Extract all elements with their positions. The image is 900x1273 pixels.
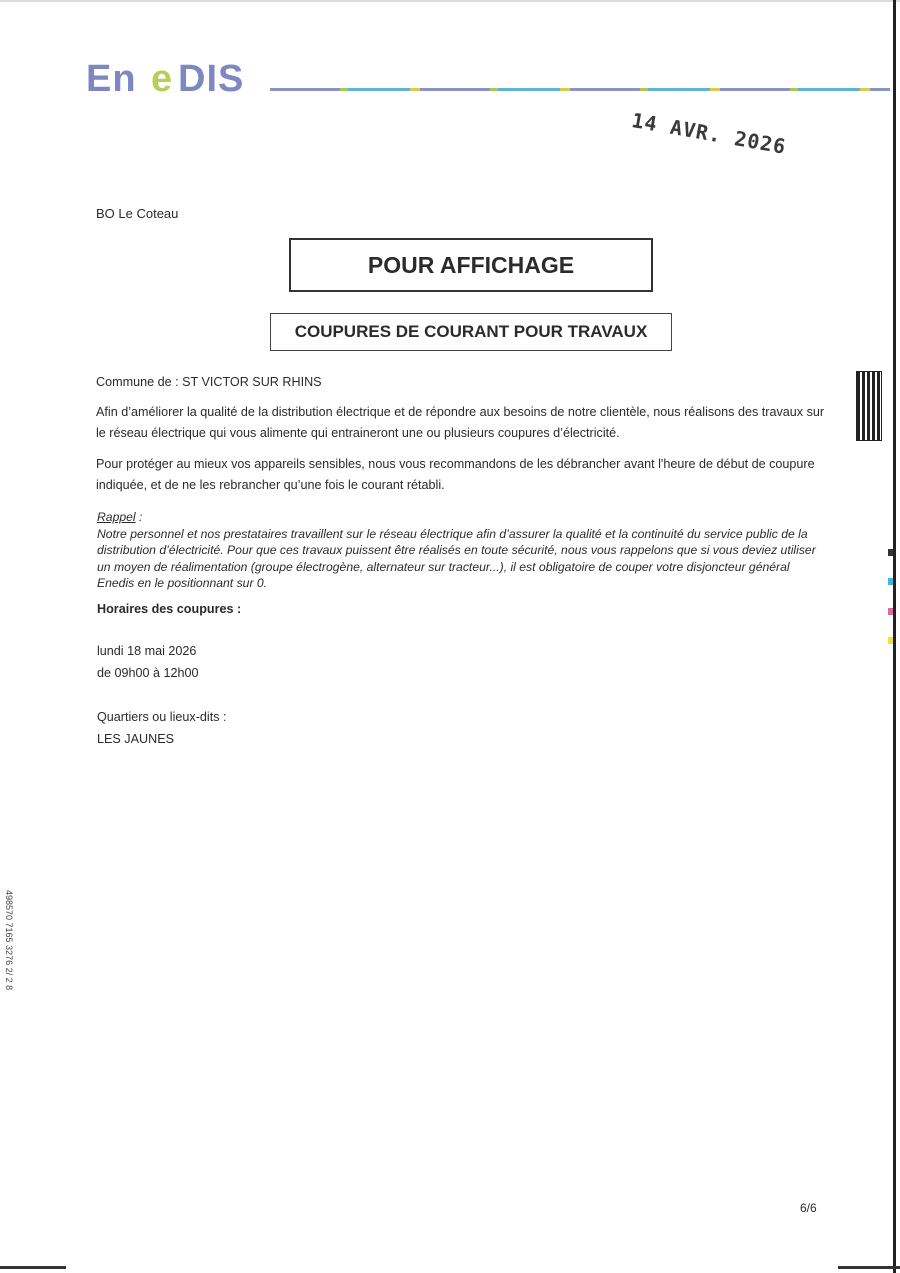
svg-text:En: En [86,58,137,98]
advice-paragraph: Pour protéger au mieux vos appareils sensibles, nous vous recommandons de les débrancher avant l'heure de début de coupure indiquée, et de ne les rebrancher qu’une fois le courant rétabli. [96,457,815,492]
schedule-title: Horaires des coupures : [97,602,242,616]
enedis-logo [86,58,258,98]
rappel-text: Notre personnel et nos prestataires travaillent sur le réseau électrique afin d’assurer la qualité et la continuité du service public de la distribution d’électricité. Pour que ces travaux puissent être réalisés en toute sécurité, nous vous rappelons que si vous deviez utiliser un moyen de réalimentation (groupe électrogène, alternateur sur tracteur...), il est obligatoire de couper votre disjoncteur général Enedis en le positionnant sur 0. [97,526,816,590]
header-rule [270,88,890,91]
commune-line: Commune de : ST VICTOR SUR RHINS [96,375,322,389]
rappel-colon: : [135,510,143,524]
svg-text:e: e [151,58,173,98]
bottom-edge-right [838,1266,900,1269]
bottom-edge-left [0,1266,66,1269]
datamatrix-code-icon [856,371,882,441]
rappel-block [97,509,817,592]
pour-affichage-title: POUR AFFICHAGE [289,238,653,292]
side-reference-code: 498570 7165 3276 2/ 2 8 [4,890,14,991]
intro-paragraph: Afin d’améliorer la qualité de la distribution électrique et de répondre aux besoins de notre clientèle, nous réalisons des travaux sur le réseau électrique qui vous alimente qui entraineront une ou plusieurs coupures d’électricité. [96,405,825,440]
office-name: BO Le Coteau [96,206,179,221]
svg-text:DIS: DIS [178,58,245,98]
outage-hours: de 09h00 à 12h00 [97,666,199,680]
rappel-title: Rappel [97,510,136,524]
quartiers-value: LES JAUNES [97,732,174,746]
scan-right-edge [893,0,896,1273]
page-top-edge [0,0,900,2]
coupures-title: COUPURES DE COURANT POUR TRAVAUX [270,313,672,351]
date-stamp: 14 AVR. 2026 [629,108,789,159]
outage-date: lundi 18 mai 2026 [97,644,197,658]
page-number: 6/6 [800,1201,817,1215]
quartiers-label: Quartiers ou lieux-dits : [97,710,227,724]
